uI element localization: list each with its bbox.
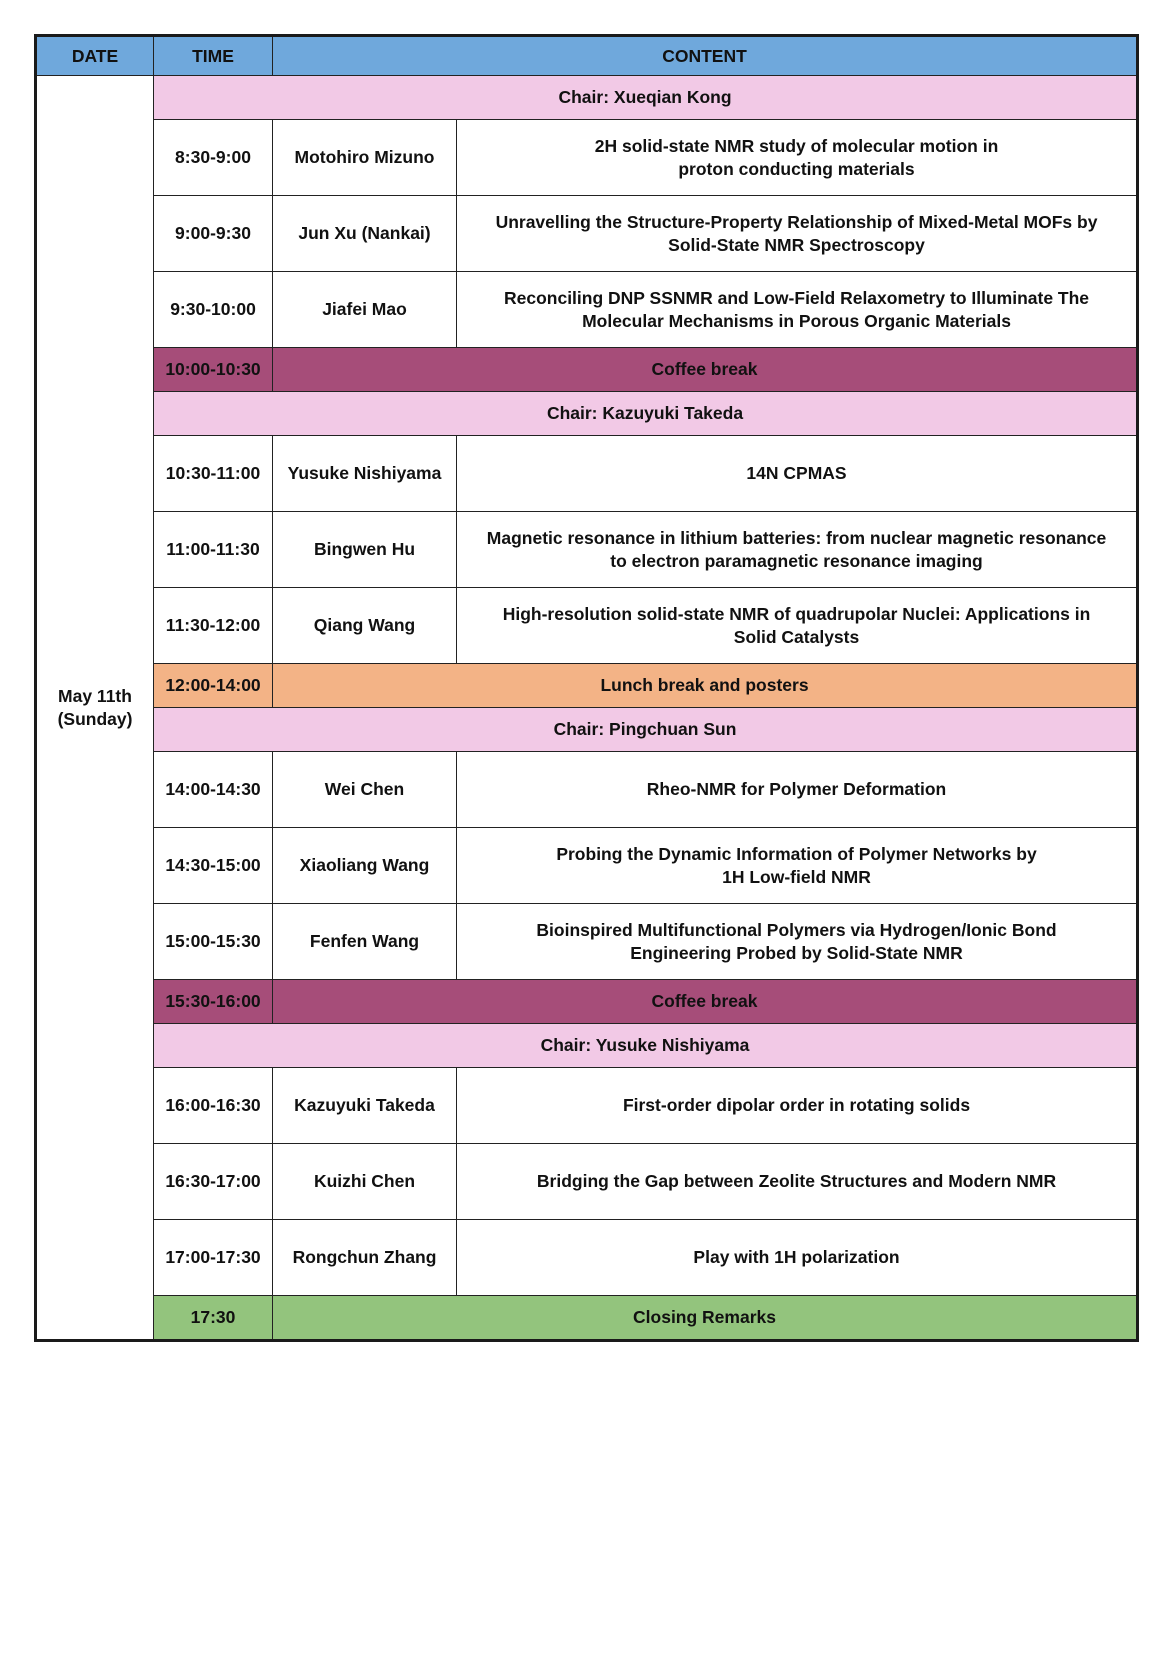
talk-row: [36, 828, 1138, 904]
date-line1: May 11th: [58, 685, 132, 706]
talk-title: [457, 752, 1138, 828]
coffee-label: Coffee break: [273, 348, 1138, 392]
lunch-row: [36, 664, 1138, 708]
header-row: [36, 36, 1138, 76]
talk-time: 11:30-12:00: [154, 588, 273, 664]
talk-speaker: Jiafei Mao: [273, 272, 457, 348]
talk-speaker: Kuizhi Chen: [273, 1144, 457, 1220]
talk-title: [457, 904, 1138, 980]
talk-row: [36, 1068, 1138, 1144]
talk-title: [457, 1144, 1138, 1220]
header-date: DATE: [36, 36, 154, 76]
talk-title-line: Magnetic resonance in lithium batteries: from nuclear magnetic resonance: [486, 527, 1107, 548]
talk-title-line: proton conducting materials: [678, 158, 915, 179]
talk-title: [457, 436, 1138, 512]
talk-title-line: Engineering Probed by Solid-State NMR: [630, 942, 963, 963]
talk-time: 16:00-16:30: [154, 1068, 273, 1144]
talk-time: 8:30-9:00: [154, 120, 273, 196]
talk-title-line: Solid Catalysts: [733, 626, 860, 647]
talk-title: [457, 588, 1138, 664]
talk-time: 11:00-11:30: [154, 512, 273, 588]
closing-label: Closing Remarks: [273, 1296, 1138, 1341]
talk-speaker: Rongchun Zhang: [273, 1220, 457, 1296]
talk-row: [36, 752, 1138, 828]
talk-title-line: 2H solid-state NMR study of molecular motion in: [594, 135, 999, 156]
talk-row: [36, 512, 1138, 588]
lunch-label: Lunch break and posters: [273, 664, 1138, 708]
talk-title: [457, 1220, 1138, 1296]
talk-speaker: Kazuyuki Takeda: [273, 1068, 457, 1144]
header-content: CONTENT: [273, 36, 1138, 76]
talk-time: 9:30-10:00: [154, 272, 273, 348]
talk-title-line: Unravelling the Structure-Property Relationship of Mixed-Metal MOFs by: [495, 211, 1098, 232]
coffee-time: 10:00-10:30: [154, 348, 273, 392]
talk-title-line: Play with 1H polarization: [693, 1247, 900, 1267]
schedule-table: [34, 34, 1139, 1342]
talk-title-line: 1H Low-field NMR: [722, 866, 871, 887]
talk-title-line: Solid-State NMR Spectroscopy: [668, 234, 925, 255]
talk-title: [457, 512, 1138, 588]
talk-title-line: High-resolution solid-state NMR of quadrupolar Nuclei: Applications in: [502, 603, 1091, 624]
talk-row: [36, 588, 1138, 664]
talk-title: [457, 120, 1138, 196]
talk-title: [457, 828, 1138, 904]
talk-row: [36, 120, 1138, 196]
talk-row: [36, 436, 1138, 512]
coffee-time: 15:30-16:00: [154, 980, 273, 1024]
talk-title: [457, 1068, 1138, 1144]
talk-title-line: First-order dipolar order in rotating solids: [622, 1095, 971, 1115]
talk-title-line: Bioinspired Multifunctional Polymers via Hydrogen/Ionic Bond: [536, 919, 1057, 940]
chair-label: Chair: Yusuke Nishiyama: [154, 1024, 1138, 1068]
talk-title-line: Molecular Mechanisms in Porous Organic Materials: [582, 310, 1011, 331]
talk-speaker: Qiang Wang: [273, 588, 457, 664]
talk-speaker: Jun Xu (Nankai): [273, 196, 457, 272]
chair-row: [36, 1024, 1138, 1068]
talk-title-line: Rheo-NMR for Polymer Deformation: [646, 779, 947, 799]
talk-time: 10:30-11:00: [154, 436, 273, 512]
talk-time: 16:30-17:00: [154, 1144, 273, 1220]
talk-row: [36, 1144, 1138, 1220]
talk-title-line: 14N CPMAS: [746, 463, 847, 483]
chair-row: [36, 392, 1138, 436]
chair-row: [36, 708, 1138, 752]
coffee-row: [36, 348, 1138, 392]
chair-label: Chair: Pingchuan Sun: [154, 708, 1138, 752]
talk-title: [457, 272, 1138, 348]
talk-speaker: Yusuke Nishiyama: [273, 436, 457, 512]
talk-speaker: Xiaoliang Wang: [273, 828, 457, 904]
lunch-time: 12:00-14:00: [154, 664, 273, 708]
talk-row: [36, 1220, 1138, 1296]
chair-label: Chair: Xueqian Kong: [154, 76, 1138, 120]
talk-title: [457, 196, 1138, 272]
talk-time: 15:00-15:30: [154, 904, 273, 980]
talk-time: 17:00-17:30: [154, 1220, 273, 1296]
talk-row: [36, 196, 1138, 272]
coffee-row: [36, 980, 1138, 1024]
talk-title-line: Reconciling DNP SSNMR and Low-Field Relaxometry to Illuminate The: [503, 287, 1090, 308]
talk-speaker: Wei Chen: [273, 752, 457, 828]
chair-row: [36, 76, 1138, 120]
header-time: TIME: [154, 36, 273, 76]
closing-time: 17:30: [154, 1296, 273, 1341]
talk-row: [36, 272, 1138, 348]
talk-time: 14:30-15:00: [154, 828, 273, 904]
closing-row: [36, 1296, 1138, 1341]
date-cell: [36, 76, 154, 1341]
talk-row: [36, 904, 1138, 980]
schedule-body: [36, 76, 1138, 1341]
coffee-label: Coffee break: [273, 980, 1138, 1024]
talk-time: 9:00-9:30: [154, 196, 273, 272]
talk-title-line: Probing the Dynamic Information of Polymer Networks by: [556, 843, 1037, 864]
date-line2: (Sunday): [57, 708, 133, 729]
talk-title-line: to electron paramagnetic resonance imaging: [610, 550, 983, 571]
talk-speaker: Bingwen Hu: [273, 512, 457, 588]
talk-time: 14:00-14:30: [154, 752, 273, 828]
talk-speaker: Motohiro Mizuno: [273, 120, 457, 196]
talk-speaker: Fenfen Wang: [273, 904, 457, 980]
talk-title-line: Bridging the Gap between Zeolite Structures and Modern NMR: [536, 1171, 1057, 1191]
chair-label: Chair: Kazuyuki Takeda: [154, 392, 1138, 436]
